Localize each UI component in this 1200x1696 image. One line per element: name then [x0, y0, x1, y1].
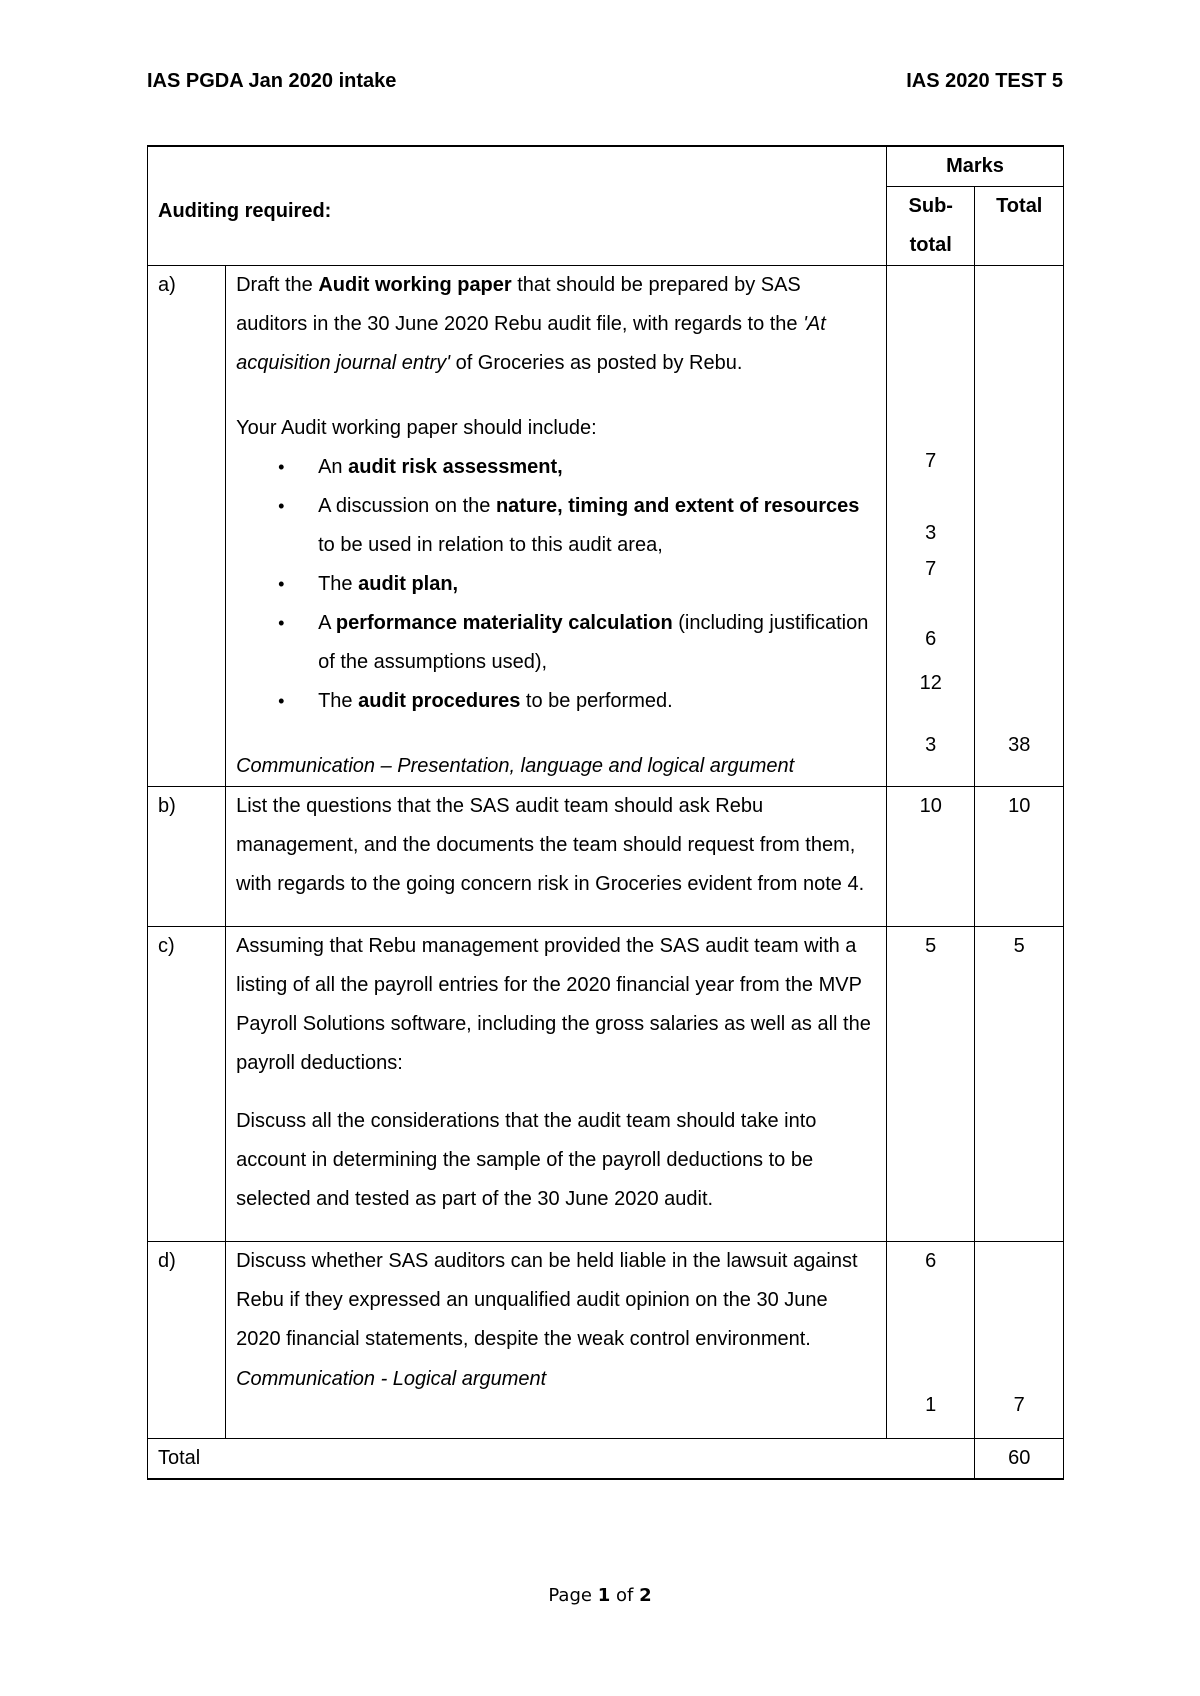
total-value-d: 7 — [1013, 1394, 1025, 1416]
marks-table — [147, 145, 1064, 1480]
marks-header: Marks — [887, 146, 1064, 187]
header-right: IAS 2020 TEST 5 — [906, 70, 1063, 92]
auditing-required-title — [148, 146, 887, 266]
total-value-a: 38 — [1008, 734, 1031, 756]
question-text-b: List the questions that the SAS audit team should ask Rebu management, and the documents the team should request from them, with regards to the going concern risk in Groceries evident from note 4. — [226, 787, 887, 927]
subtotal-b: 10 — [887, 787, 975, 927]
subtotal-a — [887, 266, 975, 787]
page-footer — [0, 1585, 1200, 1606]
question-text-c-1: Assuming that Rebu management provided the SAS audit team with a listing of all the payroll entries for the 2020 financial year from the MVP Payroll Solutions software, including the gross salaries as well as all the payroll deductions: — [236, 935, 871, 1074]
total-d — [975, 1242, 1064, 1439]
mark-d-1: 6 — [925, 1250, 937, 1272]
page-word: Page — [548, 1585, 592, 1606]
total-a — [975, 266, 1064, 787]
list-item: • An audit risk assessment, — [318, 448, 876, 487]
subtotal-label-1: Sub- — [908, 195, 953, 217]
grand-total: 60 — [975, 1439, 1064, 1480]
communication-a: Communication – Presentation, language and logical argument — [236, 755, 795, 777]
list-item: • A discussion on the nature, timing and extent of resources to be used in relation to this audit area, — [318, 487, 876, 565]
subtotal-header — [887, 187, 975, 266]
total-row — [148, 1439, 1064, 1480]
bullet-list-a — [236, 448, 876, 721]
subtotal-c: 5 — [887, 927, 975, 1242]
total-c: 5 — [975, 927, 1064, 1242]
total-b: 10 — [975, 787, 1064, 927]
list-item: • The audit procedures to be performed. — [318, 682, 876, 721]
intro-a: Your Audit working paper should include: — [236, 417, 597, 439]
question-label-c: c) — [148, 927, 226, 1242]
question-label-b: b) — [148, 787, 226, 927]
question-row-b — [148, 787, 1064, 927]
question-text-a: Draft the Audit working paper that should be prepared by SAS auditors in the 30 June 2020 Rebu audit file, with regards to the 'At acquisition journal entry' of Groceries as posted by Rebu. Your Audit working paper should include: • An audit risk assessment, • A discussion on the nature, timing and extent of resources to be used in relation to this audit area, • The audit plan, • A performance materiality calculation (including justification of the assumptions used), • The audit procedures to be performed. Communication – Presentation, language and logical argument — [226, 266, 887, 787]
question-label-a: a) — [148, 266, 226, 787]
of-word: of — [615, 1585, 634, 1606]
mark-a-5: 12 — [919, 672, 942, 694]
list-item: • A performance materiality calculation (including justification of the assumptions used), — [318, 604, 876, 682]
list-item: • The audit plan, — [318, 565, 876, 604]
question-row-d — [148, 1242, 1064, 1439]
mark-a-2: 3 — [925, 522, 937, 544]
subtotal-d — [887, 1242, 975, 1439]
question-row-a — [148, 266, 1064, 787]
question-text-d — [226, 1242, 887, 1439]
mark-a-6: 3 — [925, 734, 937, 756]
mark-a-4: 6 — [925, 628, 937, 650]
mark-a-3: 7 — [925, 558, 937, 580]
header-left: IAS PGDA Jan 2020 intake — [147, 70, 397, 92]
question-label-d: d) — [148, 1242, 226, 1439]
page-number: 1 — [597, 1585, 611, 1606]
question-text-c — [226, 927, 887, 1242]
page-total: 2 — [639, 1585, 652, 1606]
total-row-label: Total — [148, 1439, 975, 1480]
question-text-c-2: Discuss all the considerations that the audit team should take into account in determining the sample of the payroll deductions to be selected and tested as part of the 30 June 2020 audit. — [236, 1110, 817, 1210]
mark-d-2: 1 — [925, 1394, 937, 1416]
mark-a-1: 7 — [925, 450, 937, 472]
title-text: Auditing required: — [158, 199, 332, 222]
question-row-c — [148, 927, 1064, 1242]
total-header: Total — [975, 187, 1064, 266]
communication-d: Communication - Logical argument — [236, 1368, 547, 1390]
subtotal-label-2: total — [909, 234, 952, 256]
question-text-d-1: Discuss whether SAS auditors can be held liable in the lawsuit against Rebu if they expressed an unqualified audit opinion on the 30 June 2020 financial statements, despite the weak control environment. — [236, 1250, 858, 1350]
